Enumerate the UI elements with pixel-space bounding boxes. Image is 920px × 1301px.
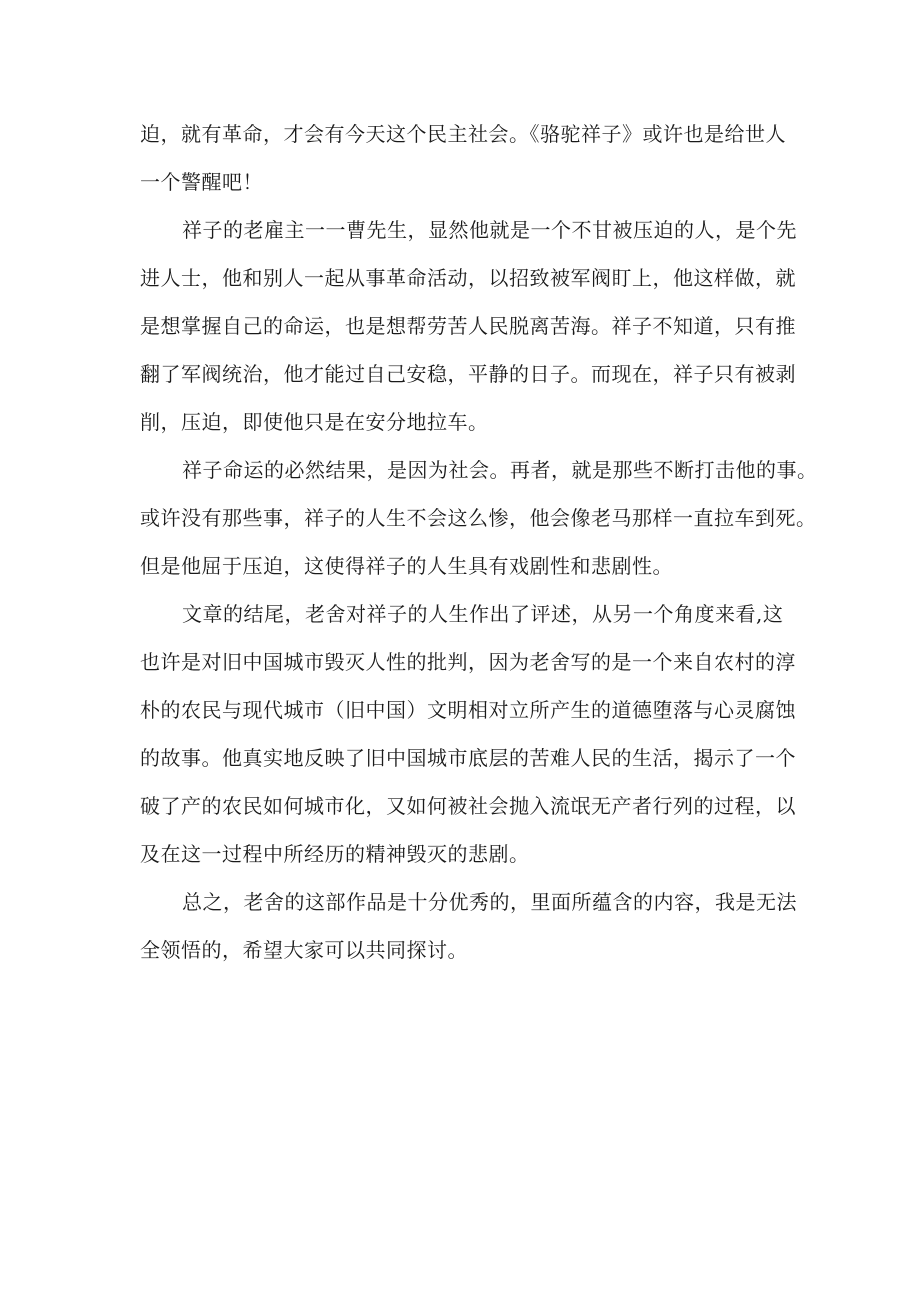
text-line: 或许没有那些事，祥子的人生不会这么惨，他会像老马那样一直拉车到死。 [140,506,817,530]
text-line: 文章的结尾，老舍对祥子的人生作出了评述，从另一个角度来看,这 [182,602,784,626]
text-line: 的故事。他真实地反映了旧中国城市底层的苦难人民的生活，揭示了一个 [140,746,796,770]
text-line: 及在这一过程中所经历的精神毁灭的悲剧。 [140,842,530,866]
text-line: 削，压迫，即使他只是在安分地拉车。 [140,410,489,434]
text-line: 全领悟的，希望大家可以共同探讨。 [140,938,468,962]
text-line: 破了产的农民如何城市化，又如何被社会抛入流氓无产者行列的过程，以 [140,794,796,818]
text-line: 祥子命运的必然结果，是因为社会。再者，就是那些不断打击他的事。 [182,458,818,482]
text-line: 是想掌握自己的命运，也是想帮劳苦人民脱离苦海。祥子不知道，只有推 [140,314,796,338]
text-line: 也许是对旧中国城市毁灭人性的批判，因为老舍写的是一个来自农村的淳 [140,650,796,674]
text-line: 进人士，他和别人一起从事革命活动，以招致被军阀盯上，他这样做，就 [140,266,796,290]
text-line: 一个警醒吧！ [140,170,263,194]
text-line: 朴的农民与现代城市（旧中国）文明相对立所产生的道德堕落与心灵腐蚀 [140,698,796,722]
text-line: 总之，老舍的这部作品是十分优秀的，里面所蕴含的内容，我是无法 [182,890,797,914]
text-line: 迫，就有革命，才会有今天这个民主社会。《骆驼祥子》或许也是给世人 [140,122,786,146]
text-line: 祥子的老雇主一一曹先生，显然他就是一个不甘被压迫的人，是个先 [182,218,797,242]
text-line: 翻了军阀统治，他才能过自己安稳，平静的日子。而现在，祥子只有被剥 [140,362,796,386]
text-line: 但是他屈于压迫，这使得祥子的人生具有戏剧性和悲剧性。 [140,554,673,578]
